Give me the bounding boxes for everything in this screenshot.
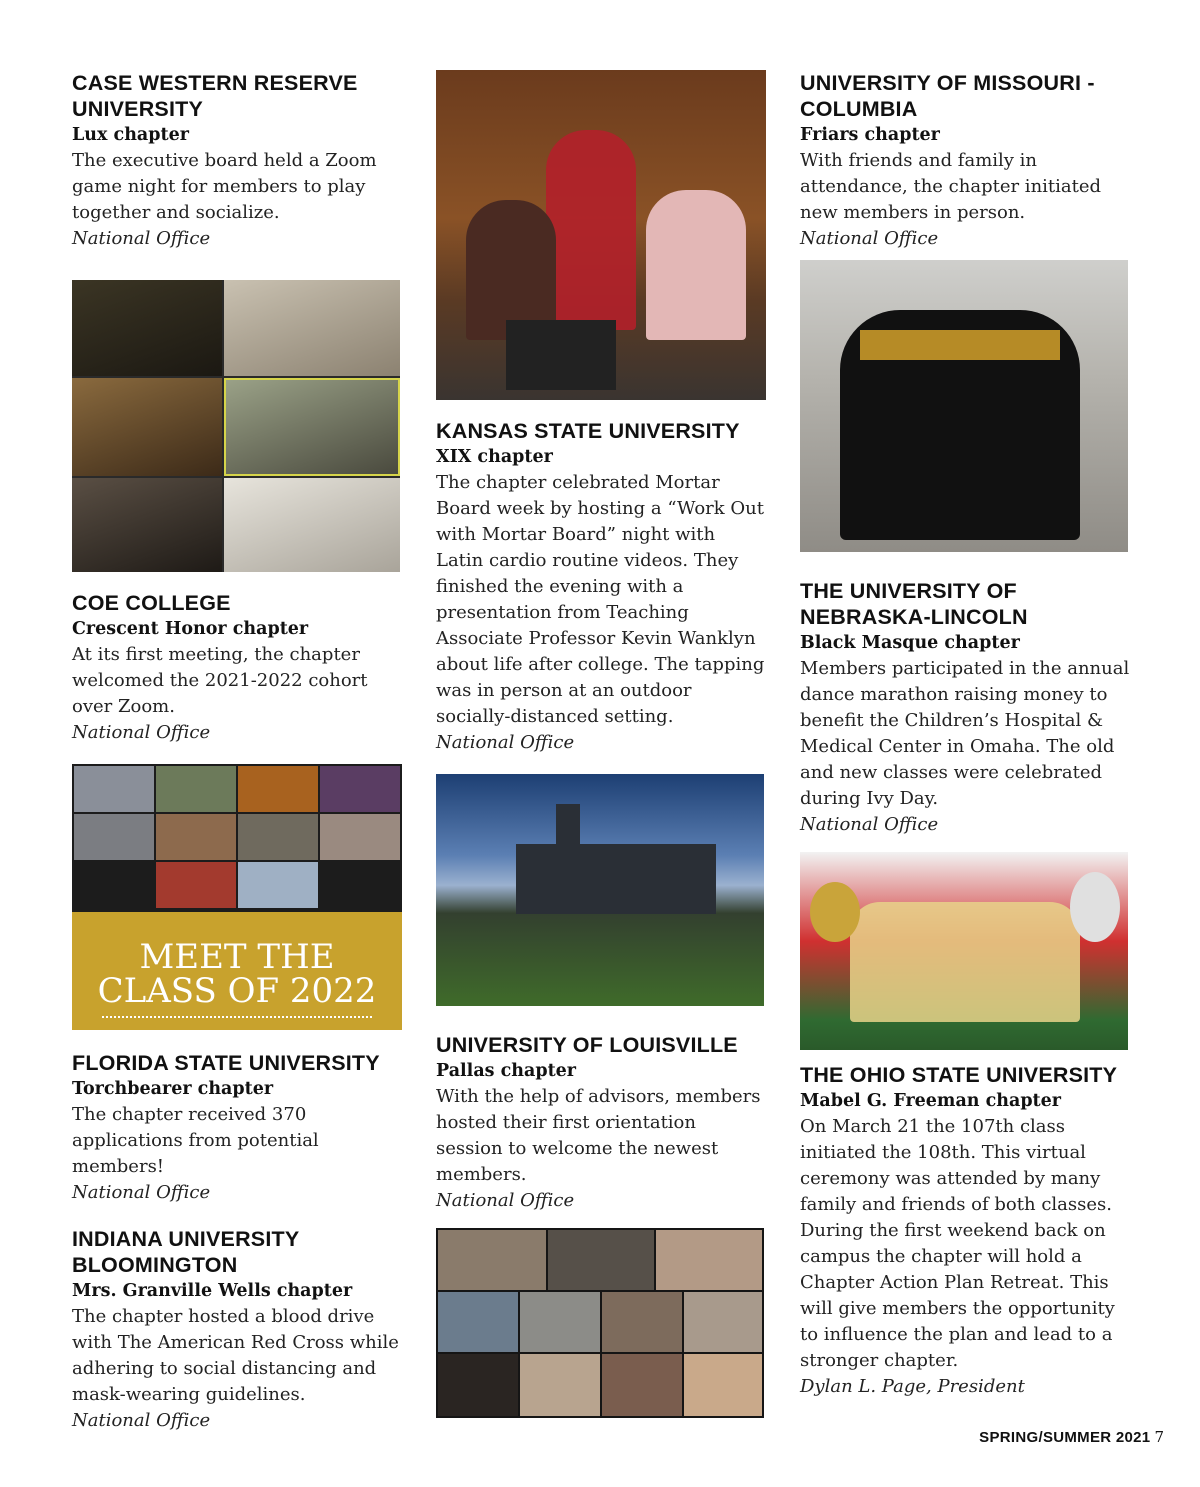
chapter-name: Crescent Honor chapter xyxy=(72,619,309,639)
campus-tapping-photo xyxy=(436,774,764,1006)
entry-credit: National Office xyxy=(72,722,211,743)
dance-marathon-photo xyxy=(800,852,1128,1050)
school-name: THE OHIO STATE UNIVERSITY xyxy=(800,1063,1118,1087)
issue-label: SPRING/SUMMER 2021 xyxy=(979,1429,1151,1446)
entry-nebraska xyxy=(800,578,1130,838)
zoom-meet-class-photo xyxy=(72,764,402,1030)
entry-text: The executive board held a Zoom game night for members to play together and socialize. xyxy=(72,150,377,223)
blood-drive-photo xyxy=(436,70,766,400)
school-name: THE UNIVERSITY OF NEBRASKA-LINCOLN xyxy=(800,579,1028,629)
entry-case-western xyxy=(72,70,402,252)
school-name: COE COLLEGE xyxy=(72,591,231,615)
entry-credit: Dylan L. Page, President xyxy=(800,1376,1025,1397)
meet-the-class-banner xyxy=(72,912,402,1030)
entry-text: With friends and family in attendance, the chapter initiated new members in person. xyxy=(800,150,1102,223)
entry-text: With the help of advisors, members hosted their first orientation session to welcome the newest members. xyxy=(436,1086,761,1185)
banner-line-2: CLASS OF 2022 xyxy=(97,971,377,1011)
zoom-orientation-photo xyxy=(436,1228,764,1418)
entry-missouri xyxy=(800,70,1130,252)
chapter-name: Torchbearer chapter xyxy=(72,1079,274,1099)
banner-line-1: MEET THE xyxy=(139,937,335,977)
chapter-name: XIX chapter xyxy=(436,447,553,467)
entry-credit: National Office xyxy=(72,228,211,249)
column-left xyxy=(72,70,402,1434)
entry-text: At its first meeting, the chapter welcomed the 2021-2022 cohort over Zoom. xyxy=(72,644,368,717)
entry-text: The chapter celebrated Mortar Board week by hosting a “Work Out with Mortar Board” night with Latin cardio routine videos. They finished the evening with a presentation from Teaching Associate Professor Kevin Wanklyn about life after college. The tapping was in person at an outdoor socially-distanced setting. xyxy=(436,472,765,727)
chapter-name: Mabel G. Freeman chapter xyxy=(800,1091,1061,1111)
entry-credit: National Office xyxy=(800,814,939,835)
zoom-game-night-photo xyxy=(72,280,400,572)
entry-text: Members participated in the annual dance marathon raising money to benefit the Children’s Hospital & Medical Center in Omaha. The old and new classes were celebrated during Ivy Day. xyxy=(800,658,1130,809)
entry-credit: National Office xyxy=(800,228,939,249)
school-name: FLORIDA STATE UNIVERSITY xyxy=(72,1051,380,1075)
page-number: 7 xyxy=(1154,1428,1164,1446)
chapter-name: Friars chapter xyxy=(800,125,940,145)
school-name: CASE WESTERN RESERVE UNIVERSITY xyxy=(72,71,358,121)
school-name: UNIVERSITY OF MISSOURI - COLUMBIA xyxy=(800,71,1095,121)
entry-kansas-state xyxy=(436,418,766,756)
column-right xyxy=(800,70,1130,1400)
entry-indiana xyxy=(72,1226,402,1434)
chapter-name: Mrs. Granville Wells chapter xyxy=(72,1281,353,1301)
banner-dotted-rule xyxy=(102,1016,372,1018)
column-middle xyxy=(436,70,766,1418)
entry-credit: National Office xyxy=(436,732,575,753)
entry-ohio-state xyxy=(800,1062,1130,1400)
initiation-steps-photo xyxy=(800,260,1128,552)
entry-credit: National Office xyxy=(436,1190,575,1211)
entry-coe-college xyxy=(72,590,402,746)
chapter-name: Lux chapter xyxy=(72,125,189,145)
school-name: INDIANA UNIVERSITY BLOOMINGTON xyxy=(72,1227,299,1277)
entry-text: The chapter received 370 applications from potential members! xyxy=(72,1104,319,1177)
entry-florida-state xyxy=(72,1050,402,1206)
entry-credit: National Office xyxy=(72,1182,211,1203)
chapter-name: Pallas chapter xyxy=(436,1061,576,1081)
page-footer xyxy=(979,1428,1164,1446)
chapter-name: Black Masque chapter xyxy=(800,633,1020,653)
entry-credit: National Office xyxy=(72,1410,211,1431)
entry-text: On March 21 the 107th class initiated the 108th. This virtual ceremony was attended by many family and friends of both classes. During the first weekend back on campus the chapter will hold a Chapter Action Plan Retreat. This will give members the opportunity to influence the plan and lead to a stronger chapter. xyxy=(800,1116,1115,1371)
entry-text: The chapter hosted a blood drive with The American Red Cross while adhering to social distancing and mask-wearing guidelines. xyxy=(72,1306,399,1405)
entry-louisville xyxy=(436,1032,766,1214)
school-name: UNIVERSITY OF LOUISVILLE xyxy=(436,1033,738,1057)
school-name: KANSAS STATE UNIVERSITY xyxy=(436,419,740,443)
